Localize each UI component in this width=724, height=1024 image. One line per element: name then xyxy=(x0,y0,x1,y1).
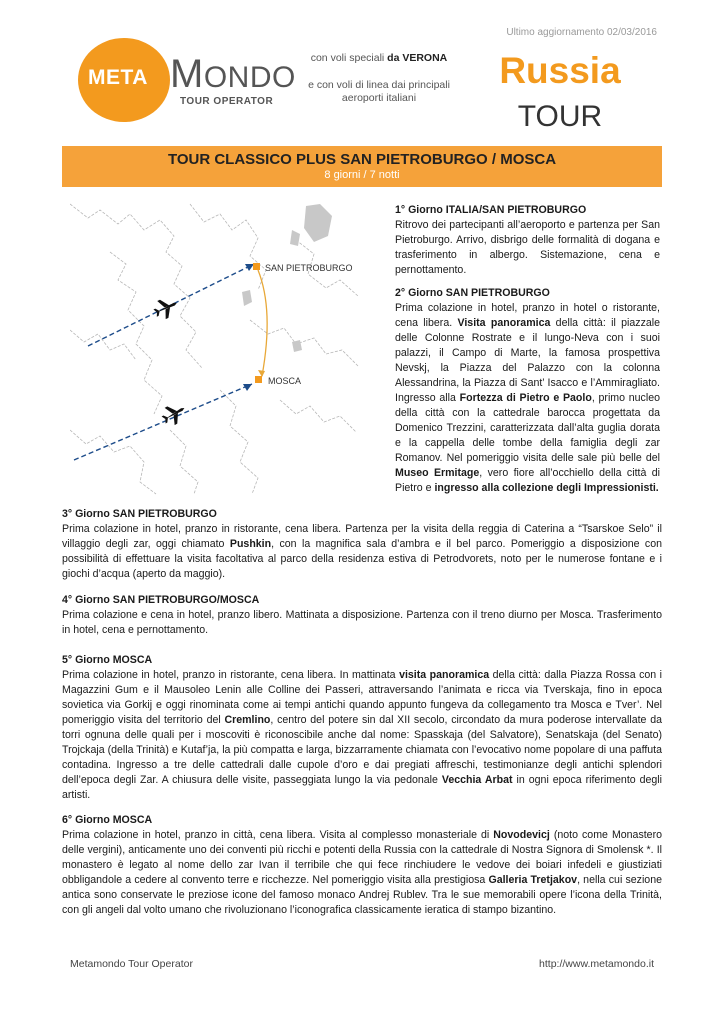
day-6-body xyxy=(62,828,662,918)
day-2-text: , vero fiore all’occhiello della città di Pietro e xyxy=(395,467,660,494)
map-lakes xyxy=(242,204,332,352)
day-5-text: in ogni epoca riferimento degli artisti. xyxy=(62,774,663,801)
day-5-body xyxy=(62,668,662,803)
day-6-title: 6° Giorno MOSCA xyxy=(62,814,153,826)
day-5-text: Prima colazione in hotel, pranzo in ristorante, cena libera. In mattinata xyxy=(62,669,400,681)
last-updated: Ultimo aggiornamento 02/03/2016 xyxy=(506,27,657,38)
day-2 xyxy=(395,286,660,496)
day-2-text: , primo nucleo della città con la cattedrale barocca progettata da Domenico Trezzini, caratterizzata dall’alta guglia dorata e la cappella delle tombe della famiglia degli zar Romanov. Nel pomeriggio visita delle sale più belle del xyxy=(395,392,660,464)
tour-duration: 8 giorni / 7 notti xyxy=(324,169,400,181)
city-marker-spb xyxy=(253,263,260,270)
flight-info-prefix: con voli speciali xyxy=(310,52,388,64)
flight-info-line2: e con voli di linea dai principali aeroporti italiani xyxy=(308,79,450,104)
day-2-highlight: Visita panoramica xyxy=(457,317,551,329)
day-2-body xyxy=(395,301,660,496)
day-5-highlight: Cremlino xyxy=(224,714,271,726)
day-4-title: 4° Giorno SAN PIETROBURGO/MOSCA xyxy=(62,594,260,606)
logo-mondo-text xyxy=(170,52,296,97)
day-2-text: Prima colazione in hotel, pranzo in hotel o ristorante, cena libera. xyxy=(395,302,660,329)
day-1-body: Ritrovo dei partecipanti all’aeroporto e partenza per San Pietroburgo. Arrivo, disbrigo delle formalità di dogana e trasferimento in albergo. Sistemazione, cena e pernottamento. xyxy=(395,219,660,276)
day-4 xyxy=(62,593,662,638)
day-3-text: , con la magnifica sala d’ambra e il bel parco. Pomeriggio a disposizione con possibilità di effettuare la visita facoltativa al parco della residenza estiva di Petrodvorets, noto per le numerose fontane e i giochi d’acqua (aperto da maggio). xyxy=(62,538,662,580)
flight-info-city: da VERONA xyxy=(387,52,448,64)
day-6 xyxy=(62,813,662,918)
day-2-highlight: Fortezza di Pietro e Paolo xyxy=(459,392,592,404)
logo-tagline: TOUR OPERATOR xyxy=(180,96,274,107)
day-5 xyxy=(62,653,662,803)
city-label-spb: SAN PIETROBURGO xyxy=(265,263,353,273)
day-3-body xyxy=(62,522,662,582)
city-marker-moscow xyxy=(255,376,262,383)
flight-info-line1 xyxy=(296,52,462,65)
day-1-title: 1° Giorno ITALIA/SAN PIETROBURGO xyxy=(395,204,587,216)
flight-info xyxy=(296,52,462,105)
tour-title: TOUR CLASSICO PLUS SAN PIETROBURGO / MOSCA xyxy=(167,151,557,168)
day-6-text: (noto come Monastero delle vergini), anticamente uno dei conventi più ricchi e potenti della Russia con la cattedrale di Nostra Signora di Smolensk *. Il monastero è legato al nome dello zar Ivan il terribile che qui fece rinchiudere le vedove dei boiari infedeli e giustiziati obbligandole a cedere al convento terre e ricchezze. Nel pomeriggio visita alla prestigiosa xyxy=(62,829,662,886)
airplane-icon xyxy=(151,294,181,322)
day-1 xyxy=(395,203,660,278)
logo-meta-text: META xyxy=(88,66,148,89)
day-5-highlight: Vecchia Arbat xyxy=(441,774,513,786)
day-5-title: 5° Giorno MOSCA xyxy=(62,654,153,666)
day-3 xyxy=(62,507,662,582)
day-3-text: Prima colazione in hotel, pranzo in ristorante, cena libera. Partenza per la visita della reggia di Caterina a “Tsarskoe Selo” il villaggio degli zar, oggi chiamato xyxy=(62,523,662,550)
route-map xyxy=(70,200,360,495)
city-label-moscow: MOSCA xyxy=(268,376,302,386)
train-arrow xyxy=(258,370,265,377)
day-3-title: 3° Giorno SAN PIETROBURGO xyxy=(62,508,217,520)
logo-mondo-rest: ONDO xyxy=(203,61,296,94)
itinerary-right-column xyxy=(395,203,660,504)
day-5-text: della città: dalla Piazza Rossa con i Magazzini Gum e il Mausoleo Lenin alle Colline dei Passeri, attraversando l’animata e ricca via Tverskaja, fino in epoca sovietica via Gorkij e oggi rinominata come ai tempi antichi quando appunto fungeva da collegamento tra Mosca e Tver’. Nel pomeriggio visita del territorio del xyxy=(62,669,663,726)
country-title: Russia xyxy=(499,50,621,91)
day-6-highlight: Galleria Tretjakov xyxy=(488,874,578,886)
day-2-title: 2° Giorno SAN PIETROBURGO xyxy=(395,287,550,299)
day-5-text: , centro del potere sin dal XII secolo, circondato da mura poderose intervallate da torri ognuna delle quali per i moscoviti è riconoscibile anche dal nome: Spasskaja (del Salvatore), Senatskaja (del Senato) Trojckaja (della Trinità) e Kutaf’ja, la più compatta e larga, bizzarramente chiamata con l’evocativo nome popolare di una paffuta contadina. Ingresso a tre delle cattedrali dalle cupole d’oro e dai pregiati affreschi, testimonianze degli antichi splendori dell’epoca degli Zar. A chiusura delle visite, passeggiata lungo la via pedonale xyxy=(62,714,662,786)
day-6-highlight: Novodevicj xyxy=(493,829,550,841)
day-6-text: Prima colazione in hotel, pranzo in città, cena libera. Visita al complesso monasteriale di xyxy=(62,829,494,841)
day-3-highlight: Pushkin xyxy=(229,538,272,550)
footer-website-link[interactable]: http://www.metamondo.it xyxy=(539,958,654,970)
tour-word: TOUR xyxy=(517,100,603,133)
map-borders xyxy=(70,204,358,494)
title-band xyxy=(62,146,662,187)
day-2-text: della città: il piazzale delle Colonne Rostrate e il lungo-Neva con i suoi palazzi, il Campo di Marte, la famosa prospettiva Nevskj, la Piazza del Palazzo con la colonna Alessandrina, la Piazza di Sant’ Isacco e l’Ammiragliato. Ingresso alla xyxy=(395,317,660,404)
day-2-highlight: ingresso alla collezione degli Impressionisti. xyxy=(434,482,659,494)
lake-onega xyxy=(290,230,300,246)
lake-small xyxy=(292,340,302,352)
day-4-body: Prima colazione e cena in hotel, pranzo libero. Mattinata a disposizione. Partenza con il treno diurno per Mosca. Trasferimento in hotel, cena e pernottamento. xyxy=(62,609,662,636)
day-6-text: , nella cui sezione antica sono conservate le preziose icone del famoso monaco Andrej Rublev. Tra le sue memorabili opere l’icona della Trinità, con gli angeli dal volto umano che rivoluzionano l’iconografica classicamente ieratica di stampo bizantino. xyxy=(62,874,662,916)
metamondo-logo xyxy=(78,38,296,122)
day-2-highlight: Museo Ermitage xyxy=(395,467,480,479)
airplane-icon xyxy=(159,399,190,428)
lake-ladoga xyxy=(304,204,332,242)
flight-route-moscow xyxy=(74,384,252,460)
lake-peipus xyxy=(242,290,252,306)
footer-company: Metamondo Tour Operator xyxy=(70,958,193,970)
day-5-highlight: visita panoramica xyxy=(399,669,490,681)
logo-mondo-initial: M xyxy=(170,52,204,96)
